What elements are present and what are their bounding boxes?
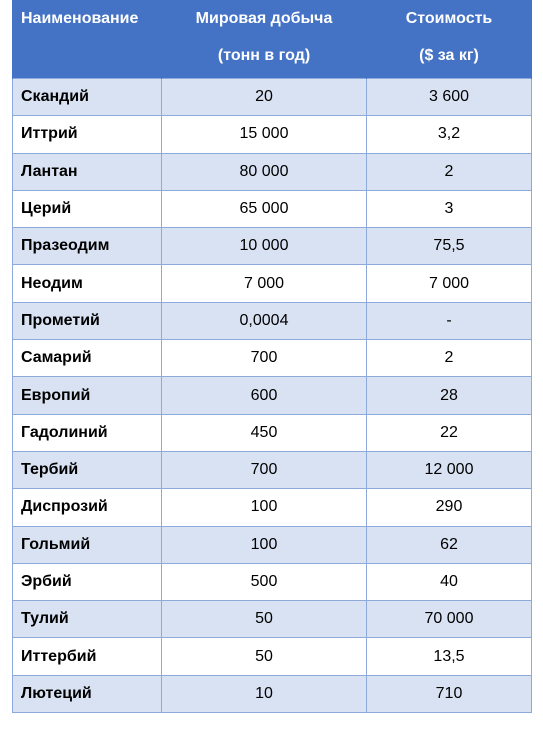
cost-cell: 710 <box>367 675 532 712</box>
production-cell: 65 000 <box>162 190 367 227</box>
table-row <box>13 526 532 563</box>
element-name-cell: Лютеций <box>13 675 162 712</box>
production-cell: 10 <box>162 675 367 712</box>
production-cell: 50 <box>162 601 367 638</box>
header-cost <box>367 0 532 79</box>
element-name-cell: Церий <box>13 190 162 227</box>
table-row <box>13 414 532 451</box>
table-row <box>13 340 532 377</box>
header-production-line2: (тонн в год) <box>217 47 311 64</box>
production-cell: 100 <box>162 526 367 563</box>
element-name-cell: Иттербий <box>13 638 162 675</box>
table-row <box>13 675 532 712</box>
table-row <box>13 302 532 339</box>
cost-cell: 290 <box>367 489 532 526</box>
cost-cell: 12 000 <box>367 451 532 488</box>
table-row <box>13 489 532 526</box>
element-name-cell: Скандий <box>13 79 162 116</box>
element-name-cell: Тербий <box>13 451 162 488</box>
cost-cell: 62 <box>367 526 532 563</box>
header-cost-line1: Стоимость <box>405 10 493 27</box>
header-production <box>162 0 367 79</box>
header-name-label: Наименование <box>21 10 139 27</box>
cost-cell: 2 <box>367 340 532 377</box>
table-row <box>13 79 532 116</box>
element-name-cell: Прометий <box>13 302 162 339</box>
cost-cell: 70 000 <box>367 601 532 638</box>
table-row <box>13 563 532 600</box>
production-cell: 700 <box>162 340 367 377</box>
cost-cell: 3 600 <box>367 79 532 116</box>
production-cell: 500 <box>162 563 367 600</box>
table-row <box>13 228 532 265</box>
table-row <box>13 451 532 488</box>
element-name-cell: Гольмий <box>13 526 162 563</box>
production-cell: 0,0004 <box>162 302 367 339</box>
element-name-cell: Неодим <box>13 265 162 302</box>
production-cell: 600 <box>162 377 367 414</box>
cost-cell: 22 <box>367 414 532 451</box>
production-cell: 100 <box>162 489 367 526</box>
header-name <box>13 0 162 79</box>
element-name-cell: Эрбий <box>13 563 162 600</box>
cost-cell: 3,2 <box>367 116 532 153</box>
table-row <box>13 265 532 302</box>
cost-cell: 7 000 <box>367 265 532 302</box>
table-row <box>13 638 532 675</box>
rare-earth-table-container <box>12 0 531 713</box>
production-cell: 10 000 <box>162 228 367 265</box>
production-cell: 450 <box>162 414 367 451</box>
element-name-cell: Тулий <box>13 601 162 638</box>
cost-cell: 75,5 <box>367 228 532 265</box>
table-row <box>13 153 532 190</box>
cost-cell: - <box>367 302 532 339</box>
cost-cell: 28 <box>367 377 532 414</box>
production-cell: 50 <box>162 638 367 675</box>
table-body <box>13 79 532 713</box>
rare-earth-table <box>12 0 532 713</box>
table-row <box>13 190 532 227</box>
element-name-cell: Гадолиний <box>13 414 162 451</box>
element-name-cell: Лантан <box>13 153 162 190</box>
header-row <box>13 0 532 79</box>
table-header <box>13 0 532 79</box>
table-row <box>13 116 532 153</box>
cost-cell: 40 <box>367 563 532 600</box>
production-cell: 7 000 <box>162 265 367 302</box>
element-name-cell: Празеодим <box>13 228 162 265</box>
cost-cell: 2 <box>367 153 532 190</box>
production-cell: 700 <box>162 451 367 488</box>
cost-cell: 3 <box>367 190 532 227</box>
production-cell: 15 000 <box>162 116 367 153</box>
element-name-cell: Иттрий <box>13 116 162 153</box>
table-row <box>13 377 532 414</box>
header-cost-line2: ($ за кг) <box>419 47 479 64</box>
element-name-cell: Самарий <box>13 340 162 377</box>
element-name-cell: Европий <box>13 377 162 414</box>
production-cell: 80 000 <box>162 153 367 190</box>
production-cell: 20 <box>162 79 367 116</box>
cost-cell: 13,5 <box>367 638 532 675</box>
table-row <box>13 601 532 638</box>
element-name-cell: Диспрозий <box>13 489 162 526</box>
header-production-line1: Мировая добыча <box>195 10 333 27</box>
